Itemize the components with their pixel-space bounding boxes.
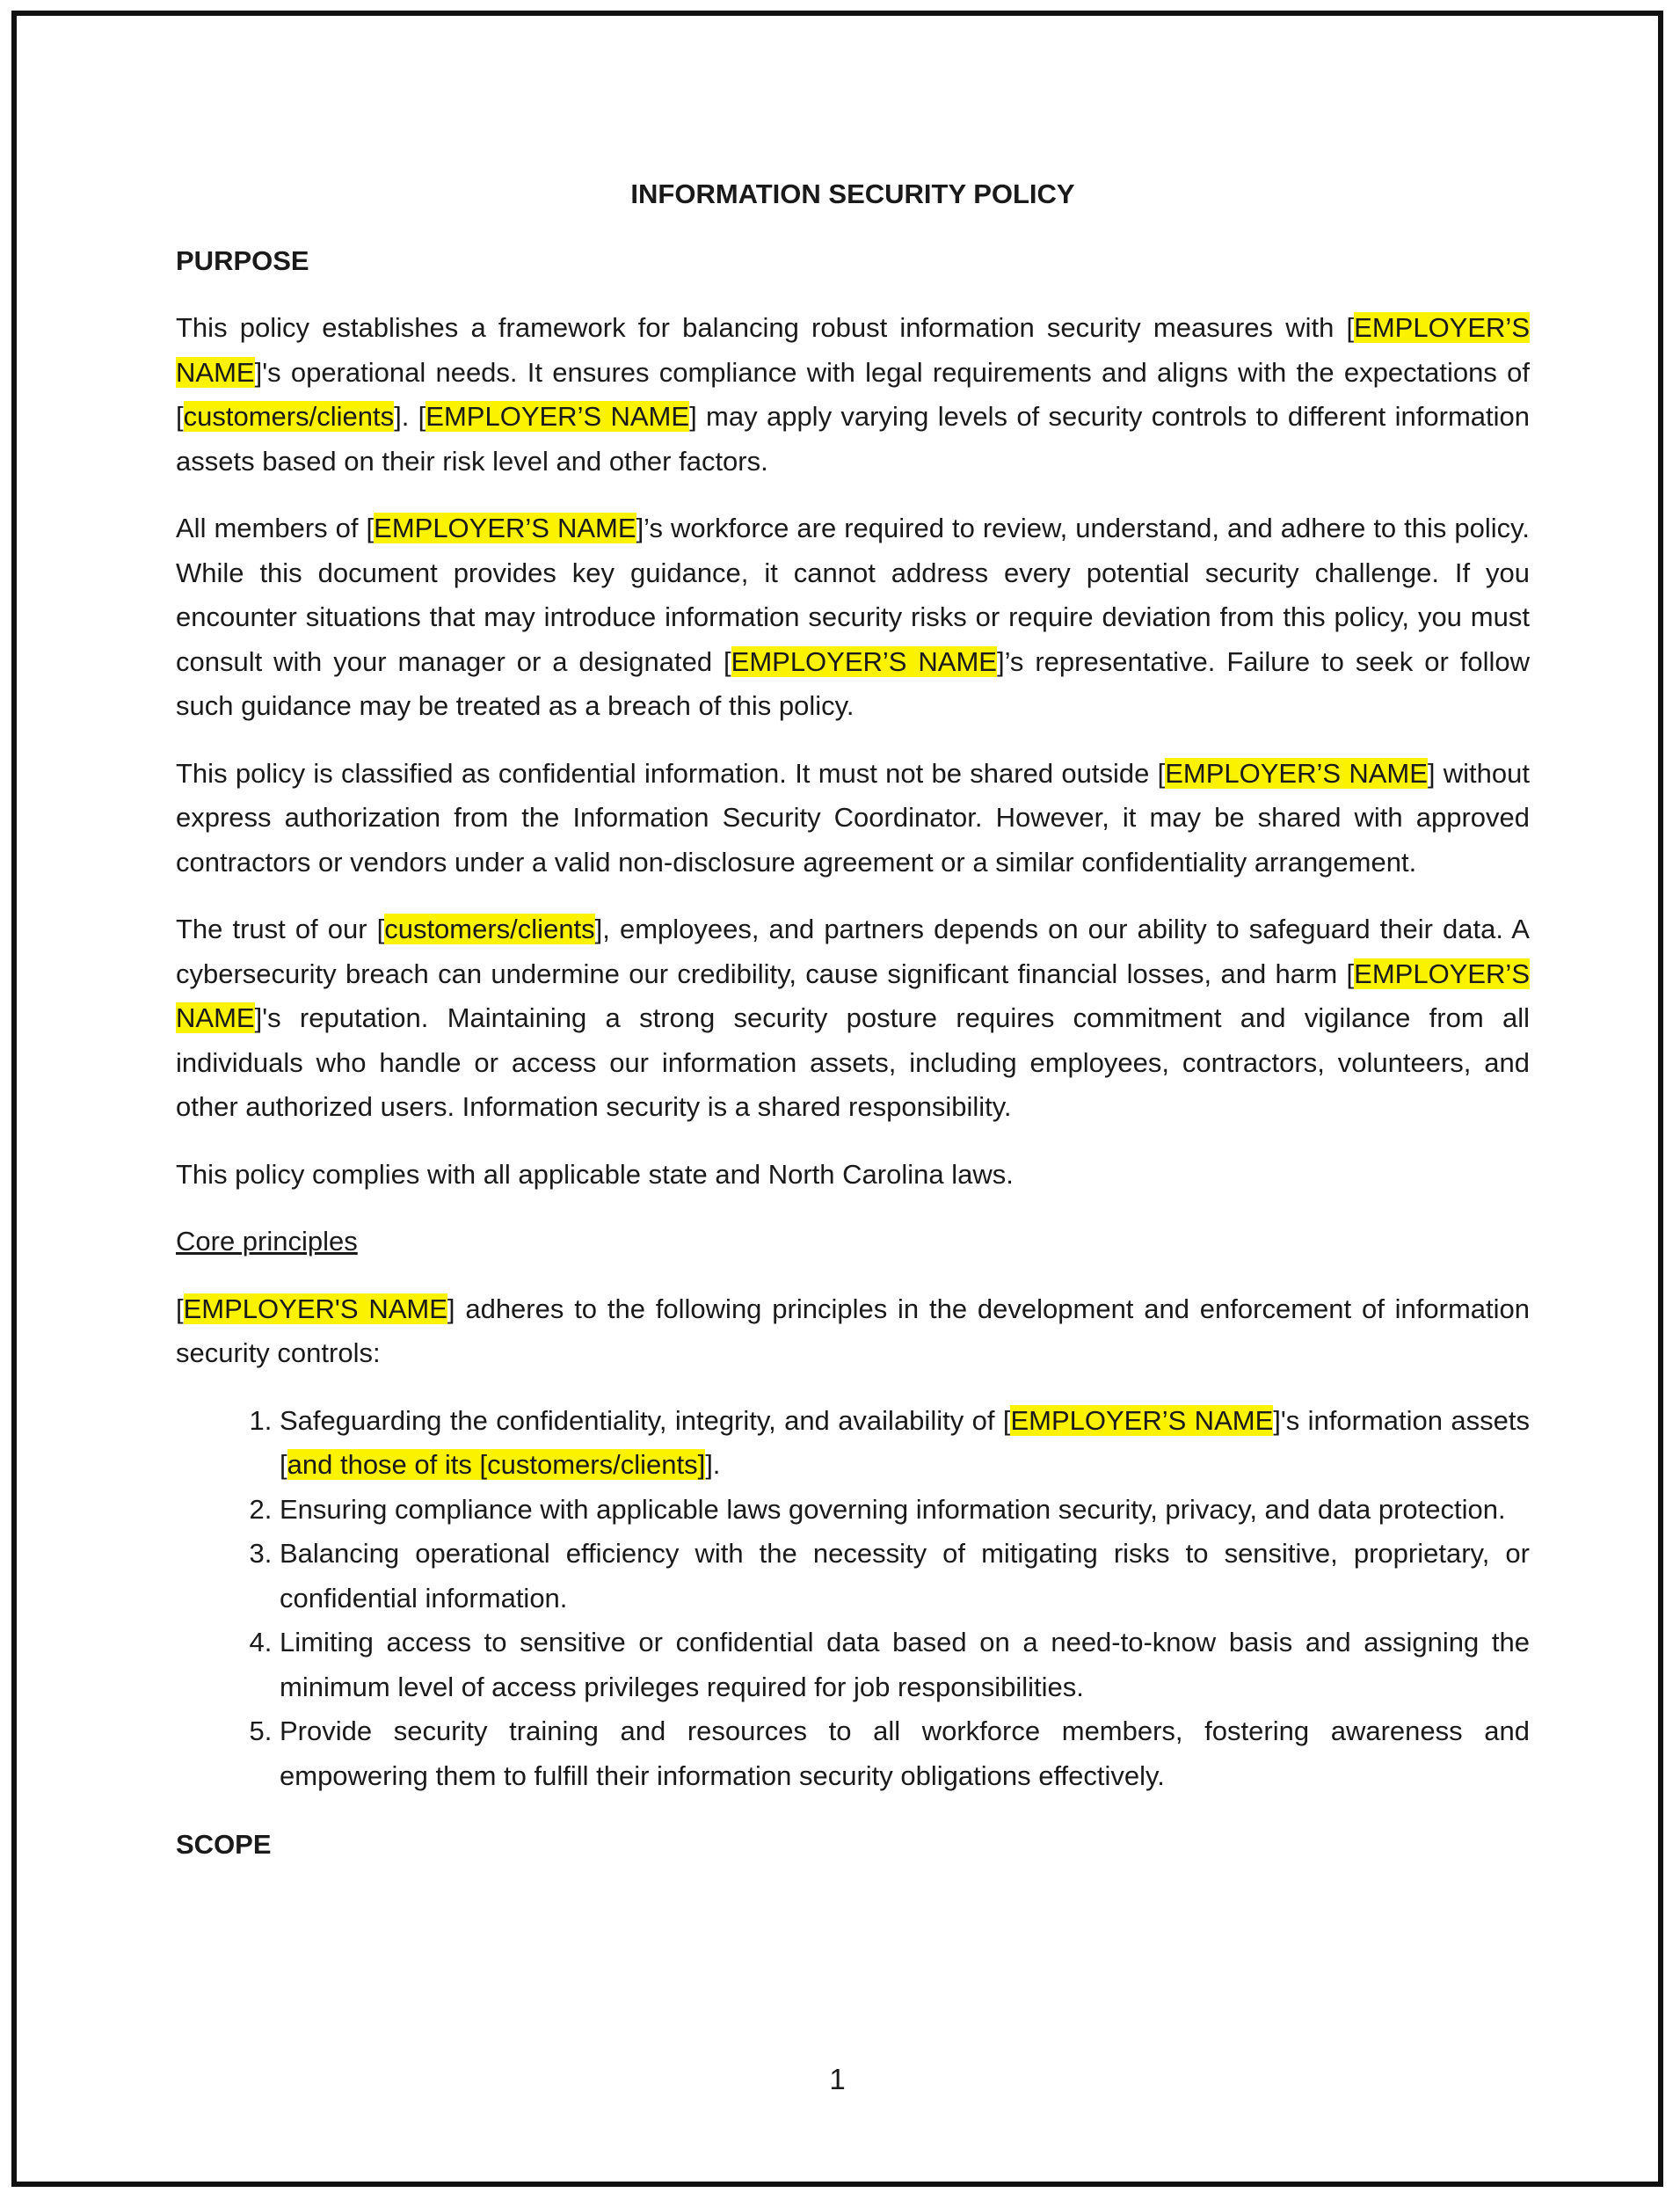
paragraph-trust — [176, 907, 1530, 1130]
text-run: This policy establishes a framework for balancing robust information security measures with [ — [176, 312, 1355, 343]
list-item: 2. Ensuring compliance with applicable laws governing information security, privacy, and data protection. — [280, 1488, 1530, 1533]
text-run: ] adheres to the following principles in the development and enforcement of information security controls: — [176, 1293, 1530, 1368]
text-run: [ — [176, 1293, 184, 1324]
document-body — [176, 172, 1530, 1890]
principles-list — [176, 1399, 1530, 1799]
text-run: ]. [ — [394, 401, 426, 432]
text-run: This policy is classified as confidential information. It must not be shared outside [ — [176, 757, 1166, 789]
text-run: ]'s reputation. Maintaining a strong security posture requires commitment and vigilance from all individuals who handle or access our information assets, including employees, contractors, volunteers, and other authorized users. Information security is a shared responsibility. — [176, 1002, 1530, 1122]
page-number: 1 — [829, 2063, 846, 2095]
placeholder-customers-clients: customers/clients — [183, 401, 395, 432]
document-title: INFORMATION SECURITY POLICY — [630, 178, 1075, 209]
list-item — [280, 1399, 1530, 1488]
subheading-core-principles: Core principles — [176, 1226, 358, 1257]
text-run: ]'s operational needs. It ensures compliance with legal requirements and aligns with the expectations of [ — [176, 356, 1530, 432]
text-run: ] may apply varying levels of security controls to different information assets based on their risk level and other factors. — [176, 401, 1530, 477]
text-run: Safeguarding the confidentiality, integrity, and availability of [ — [280, 1404, 1011, 1436]
document-page — [11, 11, 1663, 2187]
placeholder-customers-clients: and those of its [customers/clients] — [287, 1449, 706, 1480]
list-item: 3. Balancing operational efficiency with the necessity of mitigating risks to sensitive, proprietary, or confidential information. — [280, 1532, 1530, 1621]
text-run: The trust of our [ — [176, 914, 385, 944]
paragraph-confidential — [176, 752, 1530, 885]
placeholder-employer-name: EMPLOYER’S NAME — [731, 645, 997, 677]
placeholder-employer-name: EMPLOYER'S NAME — [183, 1293, 447, 1324]
placeholder-employer-name: EMPLOYER’S NAME — [374, 513, 636, 543]
paragraph-framework — [176, 306, 1530, 484]
placeholder-employer-name: EMPLOYER’S NAME — [1165, 757, 1428, 789]
section-heading-purpose: PURPOSE — [176, 245, 309, 276]
text-run: ], employees, and partners depends on our ability to safeguard their data. A cybersecurity breach can undermine our credibility, cause significant financial losses, and harm [ — [176, 914, 1530, 989]
text-run: ]. — [705, 1449, 721, 1480]
text-run: ]’s representative. Failure to seek or follow such guidance may be treated as a breach of this policy. — [176, 645, 1530, 721]
section-heading-scope: SCOPE — [176, 1829, 272, 1860]
text-run: ]’s workforce are required to review, understand, and adhere to this policy. While this document provides key guidance, it cannot address every potential security challenge. If you encounter situations that may introduce information security risks or require deviation from this policy, you must consult with your manager or a designated [ — [176, 513, 1530, 677]
text-run: ] without express authorization from the Information Security Coordinator. However, it may be shared with approved contractors or vendors under a valid non-disclosure agreement or a similar confidentiality arrangement. — [176, 757, 1531, 878]
placeholder-employer-name: EMPLOYER’S NAME — [1010, 1404, 1274, 1436]
paragraph-principles-intro — [176, 1287, 1530, 1376]
paragraph-workforce — [176, 506, 1530, 729]
placeholder-employer-name: EMPLOYER’S NAME — [176, 958, 1530, 1033]
list-item: 4. Limiting access to sensitive or confidential data based on a need-to-know basis and assigning the minimum level of access privileges required for job responsibilities. — [280, 1621, 1530, 1709]
text-run: All members of [ — [176, 513, 375, 543]
paragraph-compliance: This policy complies with all applicable state and North Carolina laws. — [176, 1158, 1014, 1190]
placeholder-employer-name: EMPLOYER’S NAME — [425, 401, 690, 432]
text-run: ]'s information assets [ — [280, 1404, 1531, 1480]
placeholder-customers-clients: customers/clients — [384, 914, 595, 944]
placeholder-employer-name: EMPLOYER’S NAME — [176, 312, 1530, 388]
list-item: 5. Provide security training and resources to all workforce members, fostering awareness and empowering them to fulfill their information security obligations effectively. — [280, 1709, 1530, 1798]
